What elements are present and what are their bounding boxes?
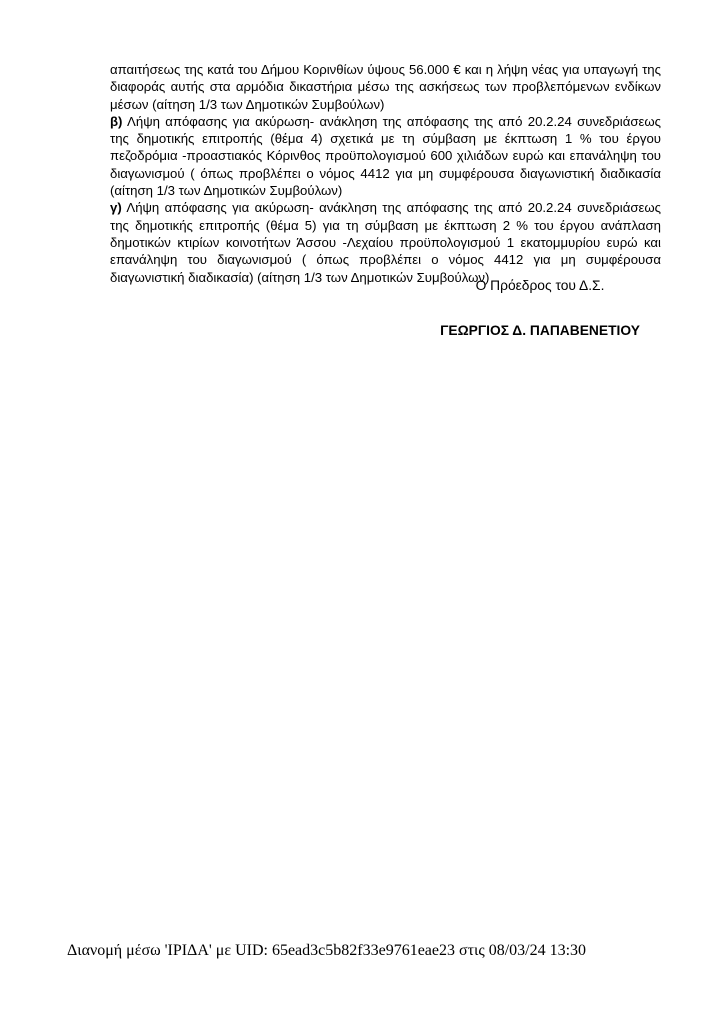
paragraph-gamma xyxy=(110,199,661,285)
document-body xyxy=(110,61,661,286)
signatory-role: Ο Πρόεδρος του Δ.Σ. xyxy=(475,278,605,293)
signature-block xyxy=(400,277,680,339)
paragraph-gamma-text: Λήψη απόφασης για ακύρωση- ανάκληση της απόφασης της από 20.2.24 συνεδριάσεως της δημοτικής επιτροπής (θέμα 5) για τη σύμβαση με έκπτωση 2 % του έργου ανάπλαση δημοτικών κτιρίων κοινοτήτων Άσσου -Λεχαίου προϋπολογισμού 1 εκατομμυρίου ευρώ και επανάληψη του διαγωνισμού ( όπως προβλέπει ο νόμος 4412 για μη συμφέρουσα διαγωνιστική διαδικασία) (αίτηση 1/3 των Δημοτικών Συμβούλων) xyxy=(110,200,661,285)
signatory-name: ΓΕΩΡΓΙΟΣ Δ. ΠΑΠΑΒΕΝΕΤΙΟΥ xyxy=(440,323,640,338)
paragraph-beta-text: Λήψη απόφασης για ακύρωση- ανάκληση της απόφασης της από 20.2.24 συνεδριάσεως της δημοτικής επιτροπής (θέμα 4) σχετικά με τη σύμβαση με έκπτωση 1 % του έργου πεζοδρόμια -προαστιακός Κόρινθος προϋπολογισμού 600 χιλιάδων ευρώ και επανάληψη του διαγωνισμού ( όπως προβλέπει ο νόμος 4412 για μη συμφέρουσα διαγωνιστική διαδικασία (αίτηση 1/3 των Δημοτικών Συμβούλων) xyxy=(110,113,661,199)
paragraph-gamma-marker: γ) xyxy=(110,200,122,216)
paragraph-beta-marker: β) xyxy=(110,113,123,129)
paragraph-alpha-continuation: απαιτήσεως της κατά του Δήμου Κορινθίων ύψους 56.000 € και η λήψη νέας για υπαγωγή της διαφοράς αυτής στα αρμόδια δικαστήρια μέσω της ασκήσεως των προβλεπόμενων ενδίκων μέσων (αίτηση 1/3 των Δημοτικών Συμβούλων) xyxy=(110,62,661,112)
paragraph-beta xyxy=(110,113,661,199)
distribution-footer: Διανομή μέσω 'ΙΡΙΔΑ' με UID: 65ead3c5b82f33e9761eae23 στις 08/03/24 13:30 xyxy=(67,942,587,959)
